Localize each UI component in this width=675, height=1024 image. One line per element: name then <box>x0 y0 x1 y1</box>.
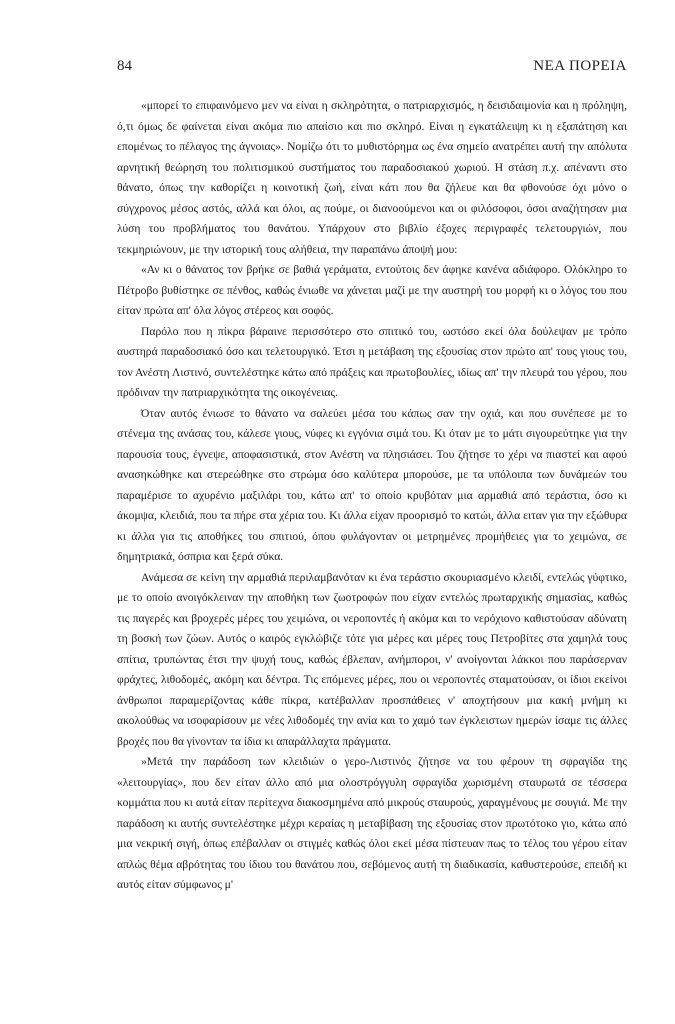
paragraph-quote-start: «Αν κι ο θάνατος τον βρήκε σε βαθιά γεράματα, εντούτοις δεν άφηκε κανένα αδιάφορο. Ολόκληρο το Πέτροβο βυθίστηκε σε πένθος, καθώς ένιωθε να χάνεται μαζί με την αυστηρή του μορφή κι ο λόγος του που είταν πρώτα απ' όλα λόγος στέρεος και σοφός. <box>117 263 627 317</box>
paragraph-rusty-key: Ανάμεσα σε κείνη την αρμαθιά περιλαμβανόταν κι ένα τεράστιο σκουριασμένο κλειδί, εντελώς γύφτικο, με το οποίο ανοιγόκλειναν την αποθήκη των ζωοτροφών που είχαν εντελώς πρωταρχικής σημασίας, καθώς τις παγερές και βροχερές μέρες του χειμώνα, οι νεροποντές ή ακόμα και το νερόχιονο καθιστούσαν αδύνατη τη βοσκή των ζώων. Αυτός ο καιρός εγκλώβιζε τότε για μέρες και μέρες τους Πετροβίτες στα χαμηλά τους σπίτια, τρυπώντας έτσι την ψυχή τους, καθώς έβλεπαν, ανήμποροι, ν' ανοίγονται λάκκοι που παράσερναν φράχτες, λιθοδομές, ακόμη και δέντρα. Τις επόμενες μέρες, που οι νεροποντές σταματούσαν, οι ίδιοι εκείνοι άνθρωποι παραμερίζοντας κάθε πίκρα, κατέβαλλαν προσπάθειες ν' αποχτήσουν μια κακή μνήμη κι ακολούθως να ισοφαρίσουν με νέες λιθοδομές την ανία και το χαμό των έγκλειστων ημερών ίσαμε τις άλλες βροχές που θα γίνονταν τα ίδια κι απαράλλαχτα πράγματα. <box>117 570 627 748</box>
paragraph-succession: Παρόλο που η πίκρα βάραινε περισσότερο στο σπιτικό του, ωστόσο εκεί όλα δούλεψαν με τρόπο αυστηρά παραδοσιακό όσο και τελετουργικό. Έτσι η μετάβαση της εξουσίας στον πρώτο απ' τους γιους του, τον Ανέστη Λιστινό, συντελέστηκε κάτω από πράξεις και πρωτοβουλίες, ιδίως απ' την πλευρά του γέρου, που πρόδιναν την πατριαρχικότητα της οικογένειας. <box>117 324 627 399</box>
paragraph-seal: »Μετά την παράδοση των κλειδιών ο γερο-Λιστινός ζήτησε να του φέρουν τη σφραγίδα της «λειτουργίας», που δεν είταν άλλο από μια ολοστρόγγυλη σφραγίδα χωρισμένη σταυρωτά σε τέσσερα κομμάτια που κι αυτά είταν περίτεχνα διακοσμημένα από μικρούς σταυρούς, χαραγμένους με σουγιά. Με την παράδοση κι αυτής συντελέστηκε μέχρι κεραίας η μεταβίβαση της εξουσίας στον πρωτότοκο γιο, κάτω από μια νεκρική σιγή, όπως επέβαλλαν οι στιγμές καθώς όλοι εκεί μέσα πίστευαν πως το τέλος του γέρου είταν απλώς θέμα αβρότητας του ίδιου του θανάτου που, σεβόμενος αυτή τη διαδικασία, καθυστερούσε, επειδή κι αυτός είταν σύμφωνος μ' <box>117 755 627 891</box>
paragraph-intro: «μπορεί το επιφαινόμενο μεν να είναι η σκληρότητα, ο πατριαρχισμός, η δεισιδαιμονία και η πρόληψη, ό,τι όμως δε φαίνεται είναι ακόμα πιο απαίσιο και πιο σκληρό. Είναι η εγκατάλειψη κι η εξαπάτηση και επομένως το πέλαγος της άγνοιας». Νομίζω ότι το μυθιστόρημα ως ένα σημείο ανατρέπει αυτή την απόλυτα αρνητική θεώρηση του πολιτισμικού συστήματος του παραδοσιακού χωριού. Η στάση π.χ. απέναντι στο θάνατο, όπως την καθορίζει η κοινοτική ζωή, είναι κάτι που θα ζήλευε και θα φθονούσε όχι μόνο ο σύγχρονος μέσος αστός, αλλά και όλοι, ας πούμε, οι διανοούμενοι και οι φιλόσοφοι, όσοι αναζήτησαν μια λύση του προβλήματος του θανάτου. Υπάρχουν στο βιβλίο έξοχες περιγραφές τελετουργιών, που τεκμηριώνουν, με την ιστορική τους αλήθεια, την παραπάνω άποψή μου: <box>117 99 627 256</box>
paragraph-keys: Όταν αυτός ένιωσε το θάνατο να σαλεύει μέσα του κάπως σαν την οχιά, και που συνέπεσε με το στένεμα της ανάσας του, κάλεσε γιους, νύφες κι εγγόνια σιμά του. Κι όταν με το μάτι σιγουρεύτηκε για την παρουσία τους, έγνεψε, αποφασιστικά, στον Ανέστη να πλησιάσει. Του ζήτησε το χέρι να πιαστεί και αφού ανασηκώθηκε και στερεώθηκε στο στρώμα όσο καλύτερα μπορούσε, με τα υπόλοιπα των δυνάμεών του παραμέρισε το αχυρένιο μαξιλάρι του, κάτω απ' το οποίο κρυβόταν μια αρμαθιά από τεράστια, όσο κι άκομψα, κλειδιά, που τα πήρε στα χέρια του. Κι άλλα είχαν προορισμό το κατώι, άλλα ειταν για την εξώθυρα κι άλλα για τις αποθήκες του σπιτιού, όπου φυλάγονταν οι μετρημένες προμήθειες για το χειμώνα, σε δημητριακά, όσπρια και ξερά σύκα. <box>117 406 627 563</box>
page-number: 84 <box>117 58 132 74</box>
page-header <box>117 58 627 80</box>
body-text <box>117 96 627 896</box>
journal-running-head: ΝΕΑ ΠΟΡΕΙΑ <box>533 58 627 74</box>
